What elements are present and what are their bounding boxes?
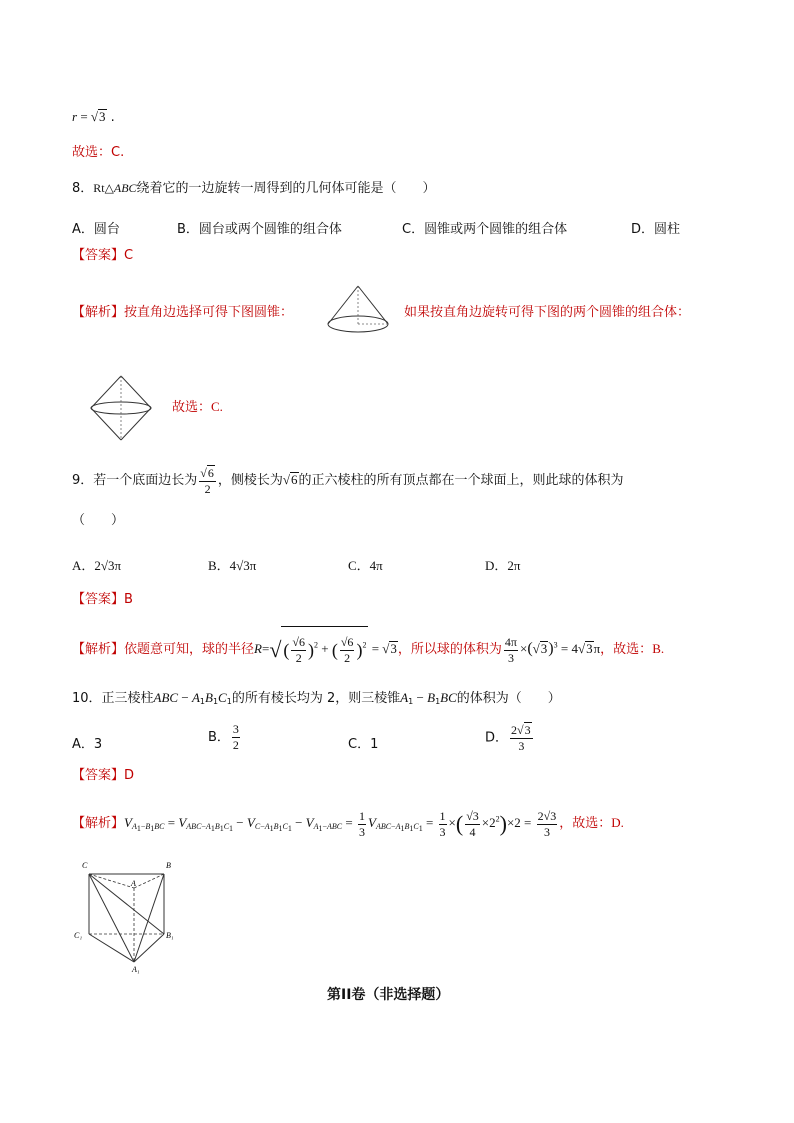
prev-answer-choice: 故选：C. <box>72 145 125 160</box>
q9-analysis-text: 依题意可知，球的半径 <box>124 642 255 657</box>
q9-analysis-label: 【解析】 <box>72 642 125 657</box>
q8-analysis-1 <box>72 304 293 322</box>
question-8-number: 8． <box>72 181 94 196</box>
label-B1: B₁ <box>166 931 174 940</box>
q8-answer <box>72 247 133 265</box>
q9-paren: （ ） <box>72 513 125 528</box>
q8-option-c: C．圆锥或两个圆锥的组合体 <box>402 222 568 237</box>
q10-analysis-label: 【解析】 <box>72 816 125 831</box>
label-B: B <box>166 861 171 870</box>
q10-text-prefix: 10．正三棱柱 <box>72 691 154 706</box>
q8-answer-label: 【答案】 <box>72 248 125 263</box>
question-8-stem: 8．Rt△ABC绕着它的一边旋转一周得到的几何体可能是（ ） <box>72 181 436 196</box>
q9-answer <box>72 591 133 609</box>
q9-analysis <box>72 626 664 670</box>
q8-analysis-2: 如果按直角边旋转可得下图的两个圆锥的组合体： <box>404 305 691 320</box>
label-C: C <box>82 861 88 870</box>
q10-analysis-end: ，故选： <box>559 816 612 831</box>
question-8-text: 绕着它的一边旋转一周得到的几何体可能是（ ） <box>136 181 436 196</box>
q10-option-d: D． $\frac{2√3}{3}$ <box>485 723 531 753</box>
q9-option-c: C．4π <box>348 558 383 573</box>
q9-option-b: B．4√3π <box>208 558 257 573</box>
label-A: A <box>131 879 136 888</box>
q10-analysis-choice: D. <box>611 815 624 830</box>
q9-option-a: A．2√3π <box>72 558 122 573</box>
q10-answer-value: D <box>124 768 135 783</box>
q10-answer-label: 【答案】 <box>72 768 125 783</box>
q10-volume-formula: $V_{A_1-B_1BC} = V_{ABC-A_1B_1C_1} - V_{C-A_1B_1C_1} - V_{A_1-ABC}$ = $\frac{1}{3}$ $V_{ABC-A_1B_1C_1}$ = $\frac{1}{3}$ ×( $\frac{√3}{4}$ $\times 2^2)\times 2$ = $\frac{2√3}{3}$ <box>124 808 557 839</box>
q8-answer-value: C <box>124 248 134 263</box>
q9-answer-value: B <box>124 592 133 607</box>
q9-radius-formula: R=√ ( $\frac{√6}{2}$ )$^2$ + ( $\frac{√6}{2}$ )$^2$ = √3 <box>254 641 398 656</box>
question-10-stem: 10．正三棱柱ABC − $A_1B_1C_1$的所有棱长均为 2，则三棱锥$A_1 - B_1BC$的体积为（ ） <box>72 690 561 706</box>
q9-option-d: D．2π <box>485 558 521 573</box>
q9-analysis-choice: B. <box>652 641 665 656</box>
q10-text-mid: 的所有棱长均为 2，则三棱锥 <box>231 691 401 706</box>
q9-side-fraction: $\frac{√6}{2}$ <box>200 465 214 496</box>
r-expression: r = √3 . <box>72 109 115 125</box>
question-9-stem: 9．若一个底面边长为 $\frac{√6}{2}$ ，侧棱长为√6的正六棱柱的所有顶点都在一个球面上，则此球的体积为 <box>72 465 624 496</box>
cone-figure <box>326 284 390 340</box>
q8-choice-label: 故选： <box>172 400 212 415</box>
q10-analysis <box>72 803 624 844</box>
q8-option-a: A．圆台 <box>72 222 120 237</box>
q10-text-suffix: 的体积为（ ） <box>456 691 561 706</box>
prism-figure <box>72 858 182 978</box>
q8-choice-value: C. <box>211 399 223 414</box>
q9-text-mid: ，侧棱长为 <box>217 473 283 488</box>
q10-answer <box>72 767 134 785</box>
double-cone-figure <box>89 374 153 442</box>
q8-option-b: B．圆台或两个圆锥的组合体 <box>177 222 342 237</box>
q8-analysis-text-1: 按直角边选择可得下图圆锥： <box>124 305 294 320</box>
q9-text-suffix: 的正六棱柱的所有顶点都在一个球面上，则此球的体积为 <box>298 473 624 488</box>
q8-option-d: D．圆柱 <box>631 222 681 237</box>
label-C1: C₁ <box>74 931 83 940</box>
section-title: 第II卷（非选择题） <box>327 987 450 1003</box>
q8-analysis-label: 【解析】 <box>72 305 125 320</box>
q9-analysis-end: ，故选： <box>600 642 653 657</box>
q10-option-a: A．3 <box>72 737 103 752</box>
q9-analysis-mid: ，所以球的体积为 <box>397 642 502 657</box>
q10-option-b: B． $\frac{3}{2}$ <box>208 722 239 752</box>
q9-answer-label: 【答案】 <box>72 592 125 607</box>
q10-option-c: C．1 <box>348 737 379 752</box>
q9-volume-formula: $\frac{4\pi}{3}$ $\times(√3)^3 = 4√3\pi$ <box>504 634 601 665</box>
q9-text-prefix: 9．若一个底面边长为 <box>72 473 198 488</box>
q8-choice <box>172 398 223 417</box>
label-A1: A₁ <box>132 965 140 974</box>
